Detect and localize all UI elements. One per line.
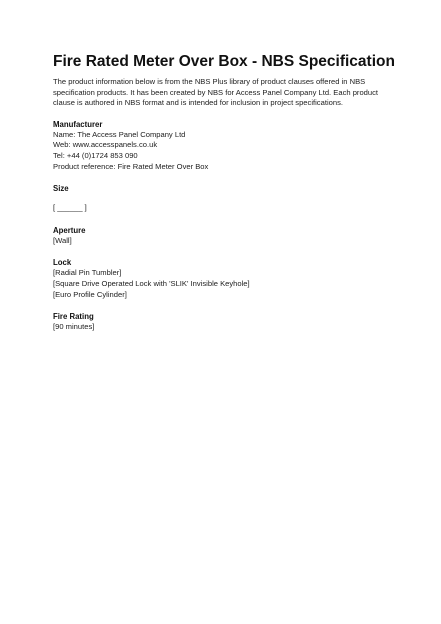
lock-option: [Radial Pin Tumbler] [53, 268, 122, 278]
aperture-section [53, 225, 398, 247]
manufacturer-name: Name: The Access Panel Company Ltd [53, 129, 186, 139]
manufacturer-section [53, 119, 398, 172]
document-page [53, 52, 398, 344]
size-heading: Size [53, 184, 69, 194]
size-spacer [53, 194, 398, 203]
page-title: Fire Rated Meter Over Box - NBS Specification [53, 53, 395, 70]
aperture-heading: Aperture [53, 225, 86, 235]
size-value: [ ______ ] [53, 203, 87, 213]
fire-rating-heading: Fire Rating [53, 312, 94, 322]
lock-heading: Lock [53, 258, 72, 268]
aperture-value: [Wall] [53, 235, 72, 245]
manufacturer-web: Web: www.accesspanels.co.uk [53, 140, 158, 150]
lock-option: [Euro Profile Cylinder] [53, 289, 127, 299]
fire-rating-section [53, 311, 398, 333]
fire-rating-value: [90 minutes] [53, 322, 95, 332]
size-section [53, 183, 398, 214]
manufacturer-tel: Tel: +44 (0)1724 853 090 [53, 150, 138, 160]
lock-option: [Square Drive Operated Lock with 'SLIK' Invisible Keyhole] [53, 278, 250, 288]
product-reference: Product reference: Fire Rated Meter Over Box [53, 161, 209, 171]
intro-paragraph: The product information below is from the NBS Plus library of product clauses offered in NBS specification products. It has been created by NBS for Access Panel Company Ltd. Each product clause is authored in NBS format and is intended for inclusion in project specifications. [53, 77, 379, 108]
lock-section [53, 257, 398, 300]
manufacturer-heading: Manufacturer [53, 119, 103, 129]
